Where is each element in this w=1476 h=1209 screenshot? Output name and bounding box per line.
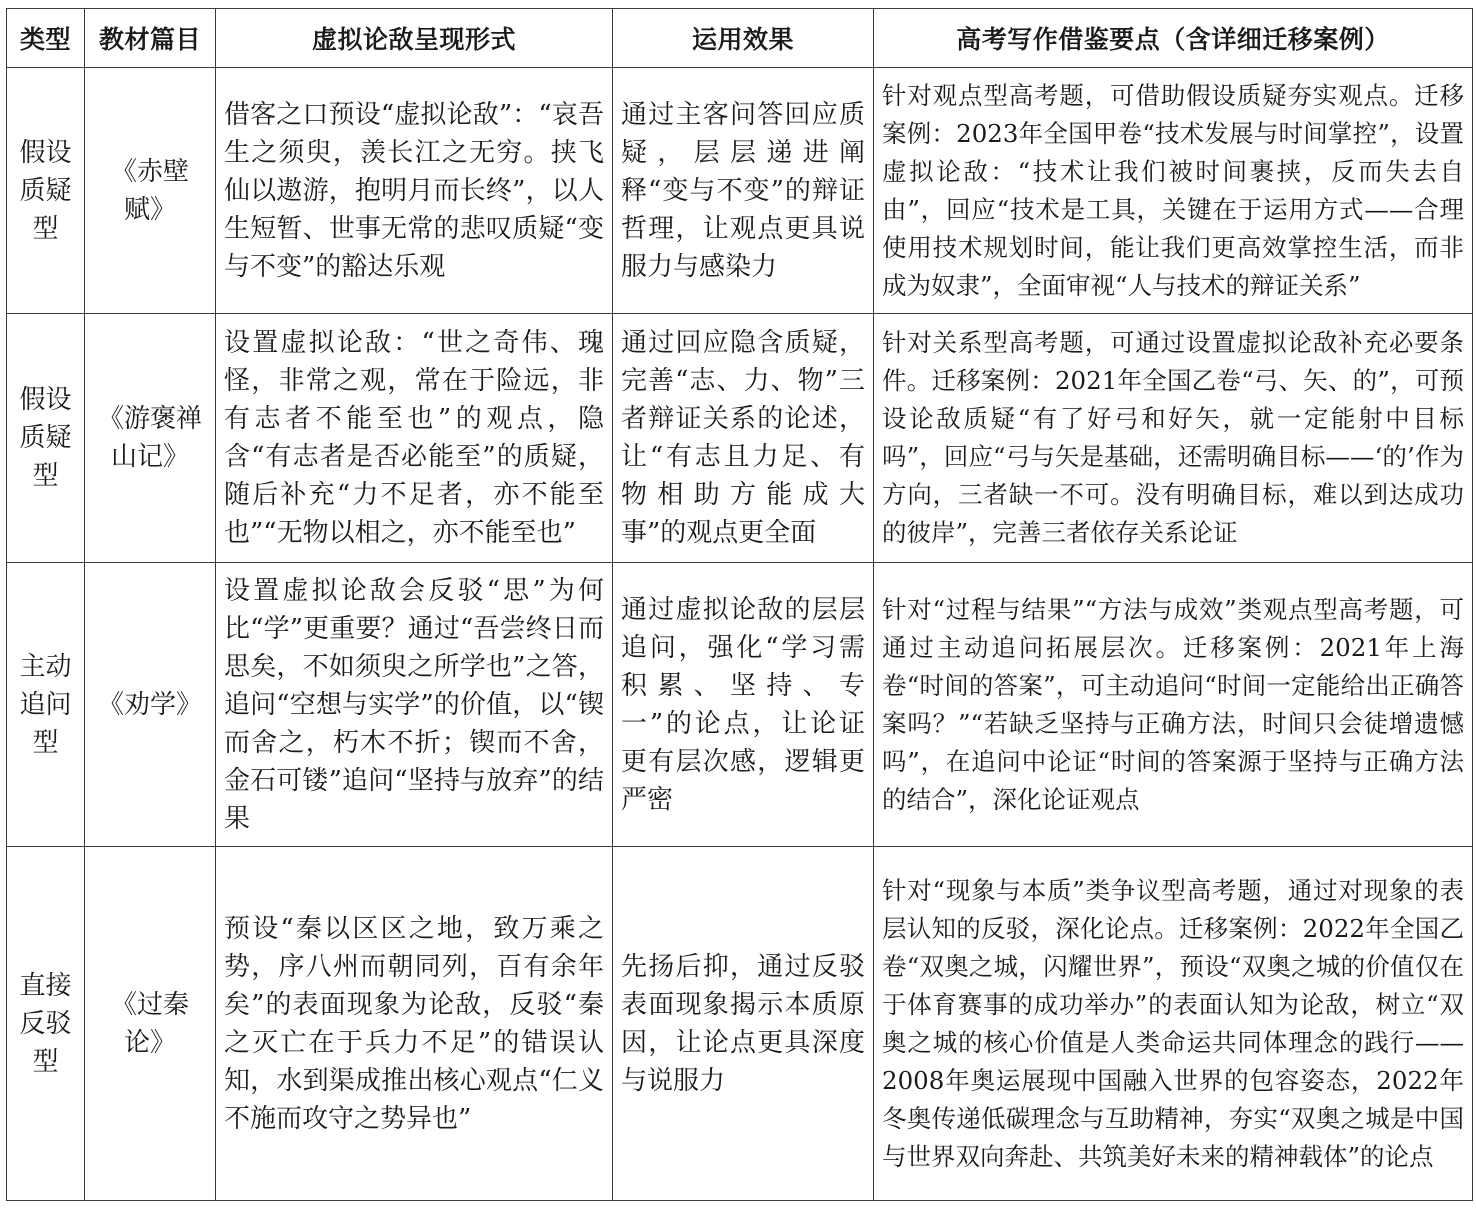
row-textbook-title: 《劝学》 xyxy=(85,563,216,847)
row-textbook-title: 《过秦论》 xyxy=(85,847,216,1201)
row-type-cell xyxy=(7,847,85,1201)
row-type: 假设质疑型 xyxy=(19,137,72,244)
row-effect: 通过虚拟论敌的层层追问，强化“学习需积累、坚持、专一”的论点，让论证更有层次感，逻辑更严密 xyxy=(613,563,874,847)
header-presentation-form: 虚拟论敌呈现形式 xyxy=(216,9,613,68)
row-exam-case: 针对“现象与本质”类争议型高考题，通过对现象的表层认知的反驳，深化论点。迁移案例：2022年全国乙卷“双奥之城，闪耀世界”，预设“双奥之城的价值仅在于体育赛事的成功举办”的表面认知为论敌，树立“双奥之城的核心价值是人类命运共同体理念的践行——2008年奥运展现中国融入世界的包容姿态，2022年冬奥传递低碳理念与互助精神，夯实“双奥之城是中国与世界双向奔赴、共筑美好未来的精神载体”的论点 xyxy=(874,847,1473,1201)
row-presentation-form: 借客之口预设“虚拟论敌”：“哀吾生之须臾，羡长江之无穷。挟飞仙以遨游，抱明月而长终”，以人生短暂、世事无常的悲叹质疑“变与不变”的豁达乐观 xyxy=(216,68,613,314)
header-textbook-title: 教材篇目 xyxy=(85,9,216,68)
table-body xyxy=(7,68,1473,1201)
row-presentation-form: 设置虚拟论敌：“世之奇伟、瑰怪，非常之观，常在于险远，非有志者不能至也”的观点，隐含“有志者是否必能至”的质疑，随后补充“力不足者，亦不能至也”“无物以相之，亦不能至也” xyxy=(216,314,613,563)
row-exam-case: 针对“过程与结果”“方法与成效”类观点型高考题，可通过主动追问拓展层次。迁移案例：2021年上海卷“时间的答案”，可主动追问“时间一定能给出正确答案吗？”“若缺乏坚持与正确方法，时间只会徒增遗憾吗”，在追问中论证“时间的答案源于坚持与正确方法的结合”，深化论证观点 xyxy=(874,563,1473,847)
row-type-cell xyxy=(7,563,85,847)
table-row xyxy=(7,563,1473,847)
header-row xyxy=(7,9,1473,68)
row-exam-case: 针对观点型高考题，可借助假设质疑夯实观点。迁移案例：2023年全国甲卷“技术发展与时间掌控”，设置虚拟论敌：“技术让我们被时间裹挟，反而失去自由”，回应“技术是工具，关键在于运用方式——合理使用技术规划时间，能让我们更高效掌控生活，而非成为奴隶”，全面审视“人与技术的辩证关系” xyxy=(874,68,1473,314)
comparison-table xyxy=(6,8,1473,1201)
row-effect: 通过主客问答回应质疑，层层递进阐释“变与不变”的辩证哲理，让观点更具说服力与感染力 xyxy=(613,68,874,314)
row-exam-case: 针对关系型高考题，可通过设置虚拟论敌补充必要条件。迁移案例：2021年全国乙卷“弓、矢、的”，可预设论敌质疑“有了好弓和好矢，就一定能射中目标吗”，回应“弓与矢是基础，还需明确目标——‘的’作为方向，三者缺一不可。没有明确目标，难以到达成功的彼岸”，完善三者依存关系论证 xyxy=(874,314,1473,563)
row-presentation-form: 设置虚拟论敌会反驳“思”为何比“学”更重要？通过“吾尝终日而思矣，不如须臾之所学也”之答，追问“空想与实学”的价值，以“锲而舍之，朽木不折；锲而不舍，金石可镂”追问“坚持与放弃”的结果 xyxy=(216,563,613,847)
table-row xyxy=(7,314,1473,563)
header-exam-writing-points: 高考写作借鉴要点（含详细迁移案例） xyxy=(874,9,1473,68)
row-type-cell xyxy=(7,68,85,314)
row-textbook-title: 《游褒禅山记》 xyxy=(85,314,216,563)
row-type: 直接反驳型 xyxy=(19,970,72,1077)
row-presentation-form: 预设“秦以区区之地，致万乘之势，序八州而朝同列，百有余年矣”的表面现象为论敌，反驳“秦之灭亡在于兵力不足”的错误认知，水到渠成推出核心观点“仁义不施而攻守之势异也” xyxy=(216,847,613,1201)
row-textbook-title: 《赤壁赋》 xyxy=(85,68,216,314)
header-effect: 运用效果 xyxy=(613,9,874,68)
table-row xyxy=(7,847,1473,1201)
row-effect: 先扬后抑，通过反驳表面现象揭示本质原因，让论点更具深度与说服力 xyxy=(613,847,874,1201)
row-effect: 通过回应隐含质疑，完善“志、力、物”三者辩证关系的论述，让“有志且力足、有物相助方能成大事”的观点更全面 xyxy=(613,314,874,563)
table-header xyxy=(7,9,1473,68)
row-type: 主动追问型 xyxy=(19,651,72,758)
row-type: 假设质疑型 xyxy=(19,385,72,491)
header-type: 类型 xyxy=(7,9,85,68)
table-row xyxy=(7,68,1473,314)
row-type-cell xyxy=(7,314,85,563)
